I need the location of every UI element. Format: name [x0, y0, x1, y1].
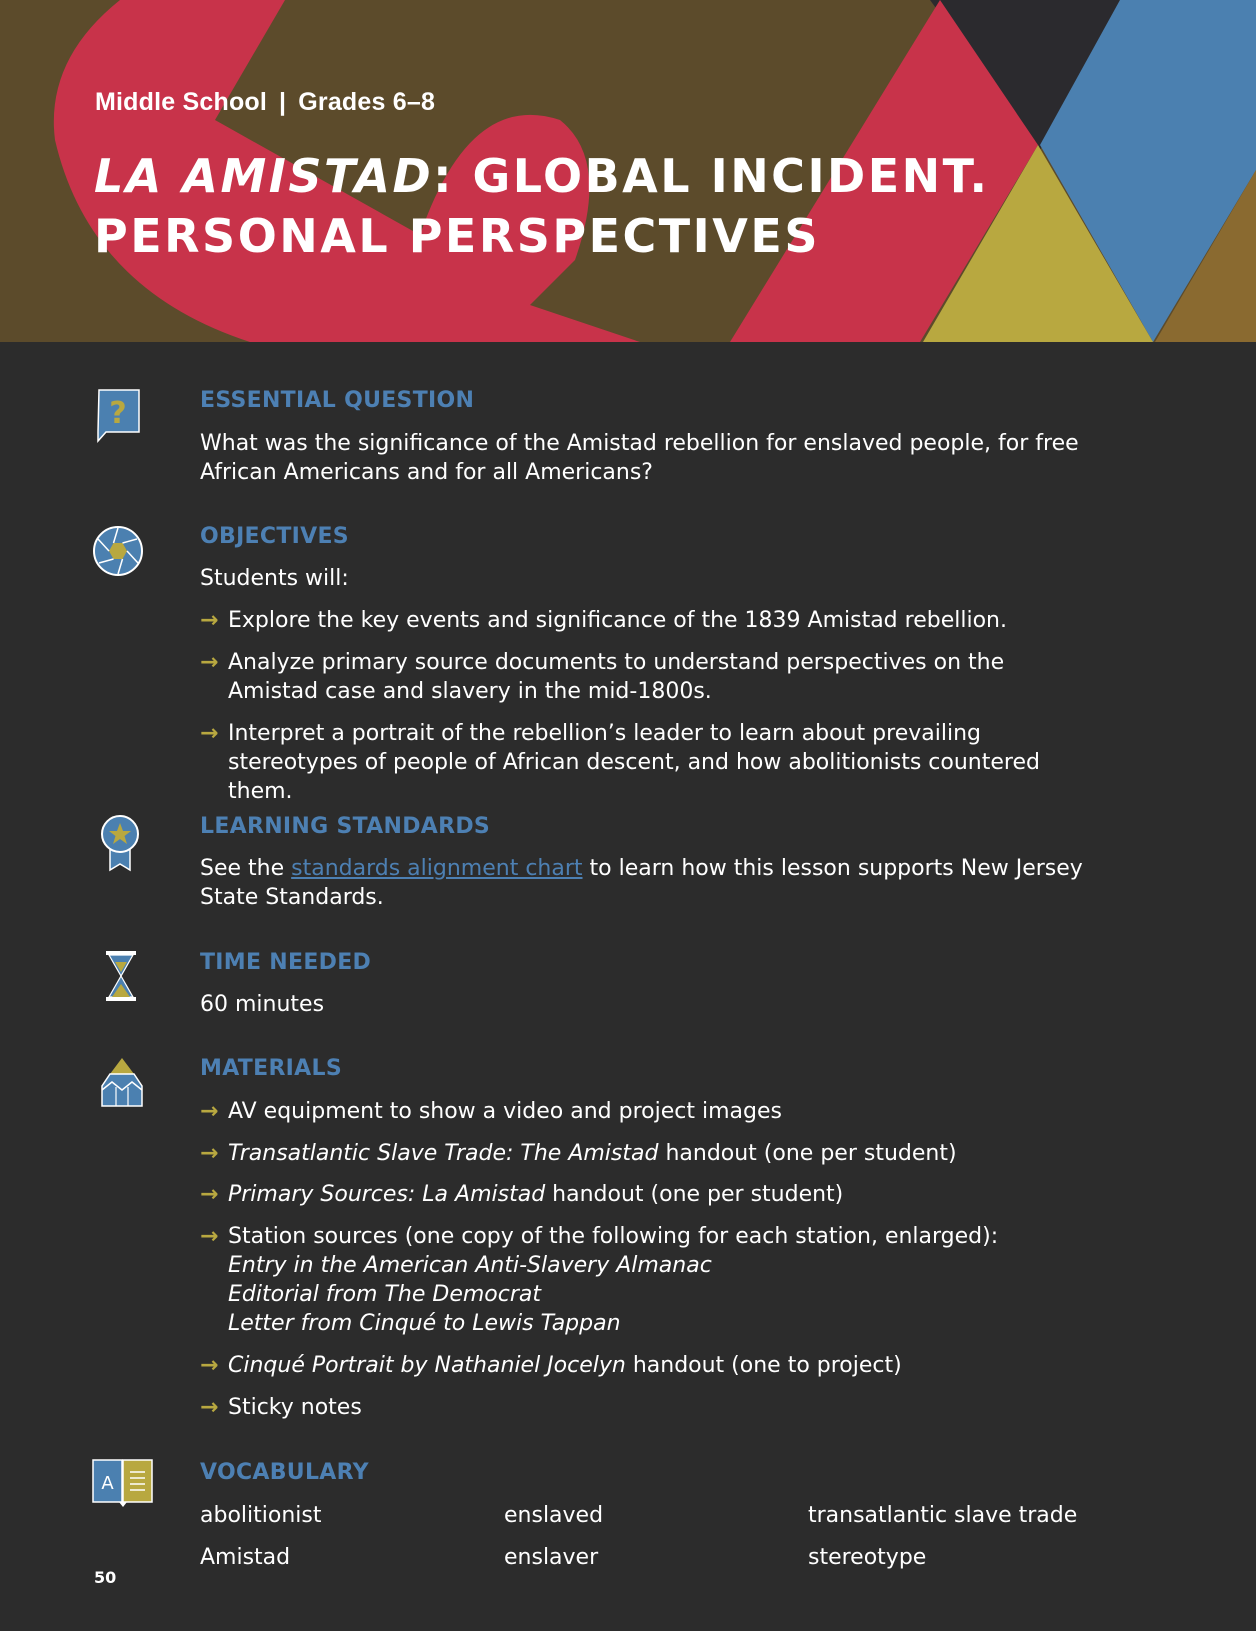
hero-banner [0, 0, 1256, 342]
learning-standards-text: See the standards alignment chart to learn how this lesson supports New Jersey State Standards. [200, 856, 1083, 910]
station-source: Letter from Cinqué to Lewis Tappan [228, 1311, 621, 1336]
essential-question-text: What was the significance of the Amistad rebellion for enslaved people, for free African Americans and for all Americans? [200, 431, 1079, 485]
arrow-icon: → [200, 1395, 219, 1420]
question-bubble-icon [92, 388, 142, 444]
pencil-icon [100, 1056, 144, 1108]
material-item: → Transatlantic Slave Trade: The Amistad handout (one per student) [200, 1141, 957, 1166]
arrow-icon: → [200, 721, 219, 746]
aperture-icon [92, 525, 144, 577]
materials-heading: MATERIALS [200, 1056, 342, 1081]
book-icon [92, 1458, 154, 1508]
station-source: Editorial from The Democrat [228, 1282, 542, 1307]
svg-text:?: ? [109, 396, 127, 431]
arrow-icon: → [200, 650, 219, 675]
vocab-word: abolitionist [200, 1503, 322, 1528]
hourglass-icon [104, 950, 140, 1002]
objective-item: → Analyze primary source documents to understand perspectives on the Amistad case and slavery in the mid-1800s. [200, 650, 1005, 704]
vocab-word: enslaved [504, 1503, 604, 1528]
material-item: → Cinqué Portrait by Nathaniel Jocelyn handout (one to project) [200, 1353, 902, 1378]
vocab-word: transatlantic slave trade [808, 1503, 1078, 1528]
vocab-word: stereotype [808, 1545, 927, 1570]
material-item: → Sticky notes [200, 1395, 362, 1420]
page-number: 50 [94, 1568, 117, 1587]
arrow-icon: → [200, 1141, 219, 1166]
svg-text:A: A [101, 1473, 114, 1494]
learning-standards-heading: LEARNING STANDARDS [200, 814, 491, 839]
time-needed-heading: TIME NEEDED [200, 950, 372, 975]
station-source: Entry in the American Anti-Slavery Almanac [228, 1253, 712, 1278]
objective-item: → Interpret a portrait of the rebellion’s leader to learn about prevailing stereotypes of people of African descent, and how abolitionists countered them. [200, 721, 1040, 804]
vocab-word: Amistad [200, 1545, 291, 1570]
page-title: LA AMISTAD: GLOBAL INCIDENT. PERSONAL PERSPECTIVES [94, 149, 990, 263]
grade-level-label: Middle School | Grades 6–8 [95, 88, 436, 116]
ribbon-badge-icon [100, 814, 144, 874]
arrow-icon: → [200, 1182, 219, 1207]
arrow-icon: → [200, 1224, 219, 1249]
objectives-intro: Students will: [200, 566, 349, 591]
vocab-word: enslaver [504, 1545, 599, 1570]
objective-item: → Explore the key events and significance of the 1839 Amistad rebellion. [200, 608, 1007, 633]
arrow-icon: → [200, 1099, 219, 1124]
material-item: → Primary Sources: La Amistad handout (one per student) [200, 1182, 844, 1207]
standards-alignment-link[interactable]: standards alignment chart [291, 856, 583, 881]
objectives-heading: OBJECTIVES [200, 524, 349, 549]
material-item: → AV equipment to show a video and project images [200, 1099, 782, 1124]
material-item: → Station sources (one copy of the following for each station, enlarged): Entry in the American Anti-Slavery Almanac Editorial from The Democrat Letter from Cinqué to Lewis Tappan [200, 1222, 1100, 1338]
vocabulary-heading: VOCABULARY [200, 1460, 369, 1485]
arrow-icon: → [200, 608, 219, 633]
arrow-icon: → [200, 1353, 219, 1378]
time-needed-value: 60 minutes [200, 992, 325, 1017]
essential-question-heading: ESSENTIAL QUESTION [200, 388, 475, 413]
